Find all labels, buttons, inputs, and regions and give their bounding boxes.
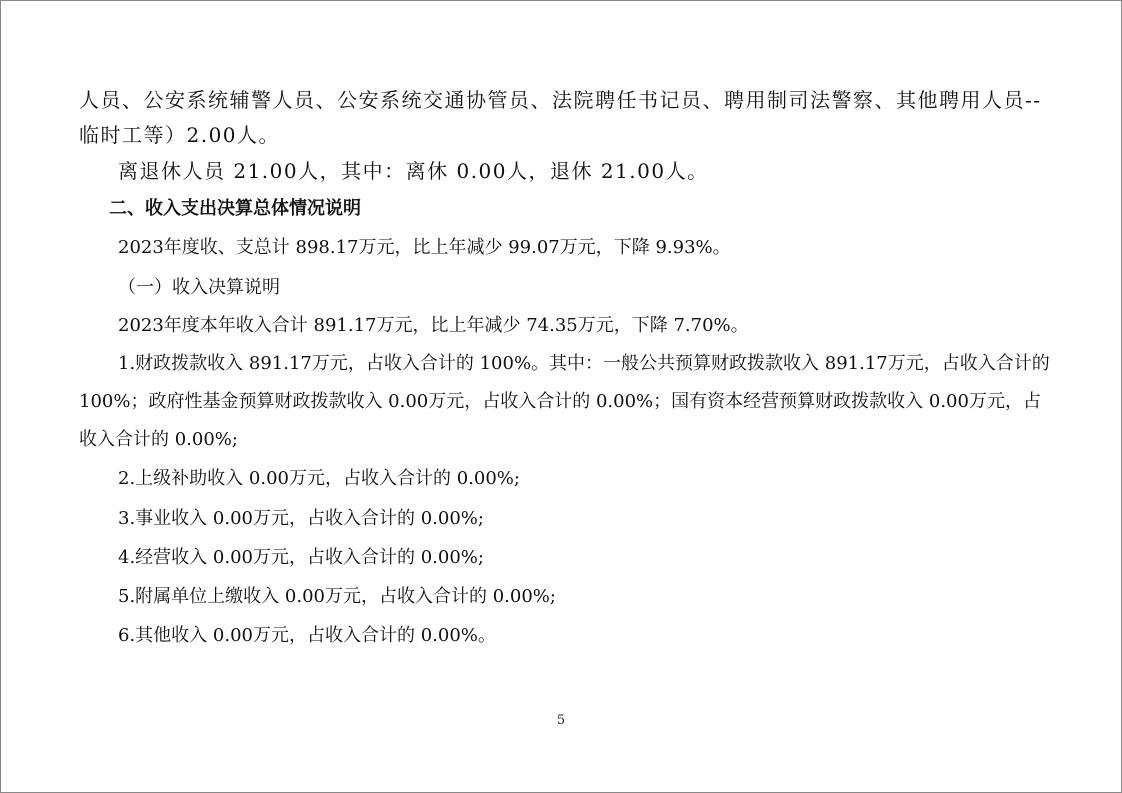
retired-personnel-paragraph: 离退休人员 21.00人，其中：离休 0.00人，退休 21.00人。	[118, 159, 709, 183]
personnel-paragraph-line-1: 人员、公安系统辅警人员、公安系统交通协管员、法院聘任书记员、聘用制司法警察、其他聘用人员--	[79, 88, 1042, 112]
fiscal-income-item-line-3: 收入合计的 0.00%;	[79, 429, 238, 450]
other-income-item: 6.其他收入 0.00万元，占收入合计的 0.00%。	[118, 625, 496, 646]
operating-income-item: 4.经营收入 0.00万元，占收入合计的 0.00%;	[118, 547, 484, 568]
income-subheading: （一）收入决算说明	[118, 277, 280, 298]
income-summary-paragraph: 2023年度本年收入合计 891.17万元，比上年减少 74.35万元，下降 7.70%。	[118, 315, 749, 336]
fiscal-income-item-line-1: 1.财政拨款收入 891.17万元，占收入合计的 100%。其中：一般公共预算财政拨款收入 891.17万元，占收入合计的	[118, 353, 1050, 374]
total-summary-paragraph: 2023年度收、支总计 898.17万元，比上年减少 99.07万元，下降 9.93%。	[118, 237, 731, 258]
business-income-item: 3.事业收入 0.00万元，占收入合计的 0.00%;	[118, 508, 484, 529]
page-number: 5	[556, 713, 566, 728]
affiliated-unit-income-item: 5.附属单位上缴收入 0.00万元，占收入合计的 0.00%;	[118, 586, 556, 607]
subsidy-income-item: 2.上级补助收入 0.00万元，占收入合计的 0.00%;	[118, 468, 520, 489]
personnel-paragraph-line-2: 临时工等）2.00人。	[79, 123, 281, 147]
section-2-heading: 二、收入支出决算总体情况说明	[109, 198, 361, 219]
fiscal-income-item-line-2: 100%；政府性基金预算财政拨款收入 0.00万元，占收入合计的 0.00%；国有资本经营预算财政拨款收入 0.00万元，占	[79, 391, 1041, 412]
